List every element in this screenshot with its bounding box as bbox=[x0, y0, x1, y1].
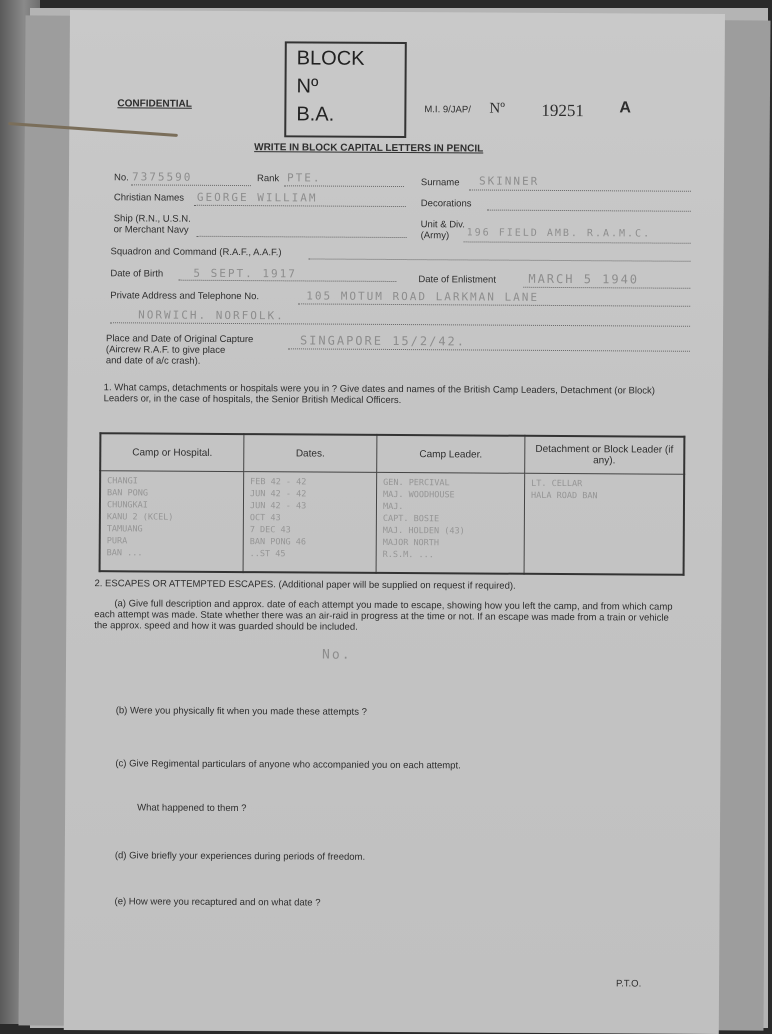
table-row bbox=[100, 471, 685, 575]
enlistment-value: MARCH 5 1940 bbox=[528, 271, 640, 287]
question-2e: (e) How were you recaptured and on what date ? bbox=[114, 896, 321, 909]
block-stamp bbox=[284, 41, 407, 138]
block-line-2: Nº bbox=[296, 75, 319, 98]
question-1: 1. What camps, detachments or hospitals were you in ? Give dates and names of the British Camp Leaders, Detachment (or Block) Leaders or, in the case of hospitals, the Senior British Medical Officers. bbox=[103, 382, 655, 407]
ship-label-2: or Merchant Navy bbox=[113, 224, 189, 236]
christian-names-label: Christian Names bbox=[113, 192, 185, 204]
block-leader-cell: LT. CELLAR HALA ROAD BAN bbox=[524, 473, 684, 574]
address-value-1: 105 MOTUM ROAD LARKMAN LANE bbox=[306, 289, 540, 304]
question-2d: (d) Give briefly your experiences during periods of freedom. bbox=[114, 850, 366, 863]
rank-value: PTE. bbox=[286, 171, 322, 185]
camps-table bbox=[99, 432, 686, 576]
column-header: Dates. bbox=[244, 434, 377, 472]
ref-label: M.I. 9/JAP/ bbox=[424, 104, 471, 116]
question-2c-followup: What happened to them ? bbox=[137, 802, 247, 815]
column-header: Detachment or Block Leader (if any). bbox=[525, 436, 685, 474]
capture-label-3: and date of a/c crash). bbox=[105, 355, 201, 367]
decorations-label: Decorations bbox=[420, 198, 472, 210]
capture-value: SINGAPORE 15/2/42. bbox=[299, 333, 467, 349]
address-label: Private Address and Telephone No. bbox=[110, 290, 260, 303]
dob-label: Date of Birth bbox=[110, 268, 164, 280]
form-suffix: A bbox=[619, 99, 632, 117]
capture-label-2: (Aircrew R.A.F. to give place bbox=[105, 344, 226, 356]
surname-label: Surname bbox=[420, 177, 460, 189]
no-label: Nº bbox=[489, 100, 505, 117]
address-value-2: NORWICH. NORFOLK. bbox=[138, 308, 285, 323]
unit-label-2: (Army) bbox=[420, 230, 450, 242]
form-page bbox=[64, 10, 725, 1034]
camp-cell: CHANGI BAN PONG CHUNGKAI KANU 2 (KCEL) TAMUANG PURA BAN ... bbox=[100, 471, 244, 572]
column-header: Camp or Hospital. bbox=[100, 433, 244, 471]
ship-label-1: Ship (R.N., U.S.N. bbox=[113, 213, 191, 225]
enlistment-label: Date of Enlistment bbox=[418, 274, 497, 286]
question-2c: (c) Give Regimental particulars of anyone who accompanied you on each attempt. bbox=[115, 758, 461, 772]
instruction: WRITE IN BLOCK CAPITAL LETTERS IN PENCIL bbox=[254, 142, 484, 155]
question-2a-answer: No. bbox=[322, 647, 352, 663]
block-line-1: BLOCK bbox=[296, 47, 365, 70]
no-field-value: 7375590 bbox=[131, 170, 193, 184]
confidential-label: CONFIDENTIAL bbox=[117, 98, 192, 110]
question-2a: (a) Give full description and approx. date of each attempt you made to escape, showing how you left the camp, and from which camp each attempt was made. State whether there was an air-raid in progress at the time or not. If an escape was made from a train or vehicle the approx. speed and how it was guarded should be included. bbox=[94, 598, 673, 633]
block-line-3: B.A. bbox=[296, 103, 335, 126]
leader-cell: GEN. PERCIVAL MAJ. WOODHOUSE MAJ. CAPT. BOSIE MAJ. HOLDEN (43) MAJOR NORTH R.S.M. ... bbox=[376, 472, 525, 573]
unit-label-1: Unit & Div. bbox=[420, 219, 465, 231]
dates-cell: FEB 42 - 42 JUN 42 - 42 JUN 42 - 43 OCT 43 7 DEC 43 BAN PONG 46 ..ST 45 bbox=[243, 472, 377, 573]
question-2-title: 2. ESCAPES OR ATTEMPTED ESCAPES. (Additional paper will be supplied on request if required). bbox=[94, 578, 516, 592]
surname-value: SKINNER bbox=[478, 174, 540, 188]
squadron-label: Squadron and Command (R.A.F., A.A.F.) bbox=[110, 246, 282, 259]
no-field-label: No. bbox=[113, 172, 129, 184]
column-header: Camp Leader. bbox=[377, 435, 525, 473]
question-2b: (b) Were you physically fit when you made these attempts ? bbox=[115, 705, 367, 718]
rank-label: Rank bbox=[256, 173, 280, 185]
form-number: 19251 bbox=[541, 100, 584, 121]
pto-label: P.T.O. bbox=[616, 978, 642, 990]
unit-value: 196 FIELD AMB. R.A.M.C. bbox=[466, 227, 652, 240]
christian-names-value: GEORGE WILLIAM bbox=[196, 190, 318, 205]
capture-label-1: Place and Date of Original Capture bbox=[105, 333, 254, 346]
dob-value: 5 SEPT. 1917 bbox=[193, 266, 297, 281]
